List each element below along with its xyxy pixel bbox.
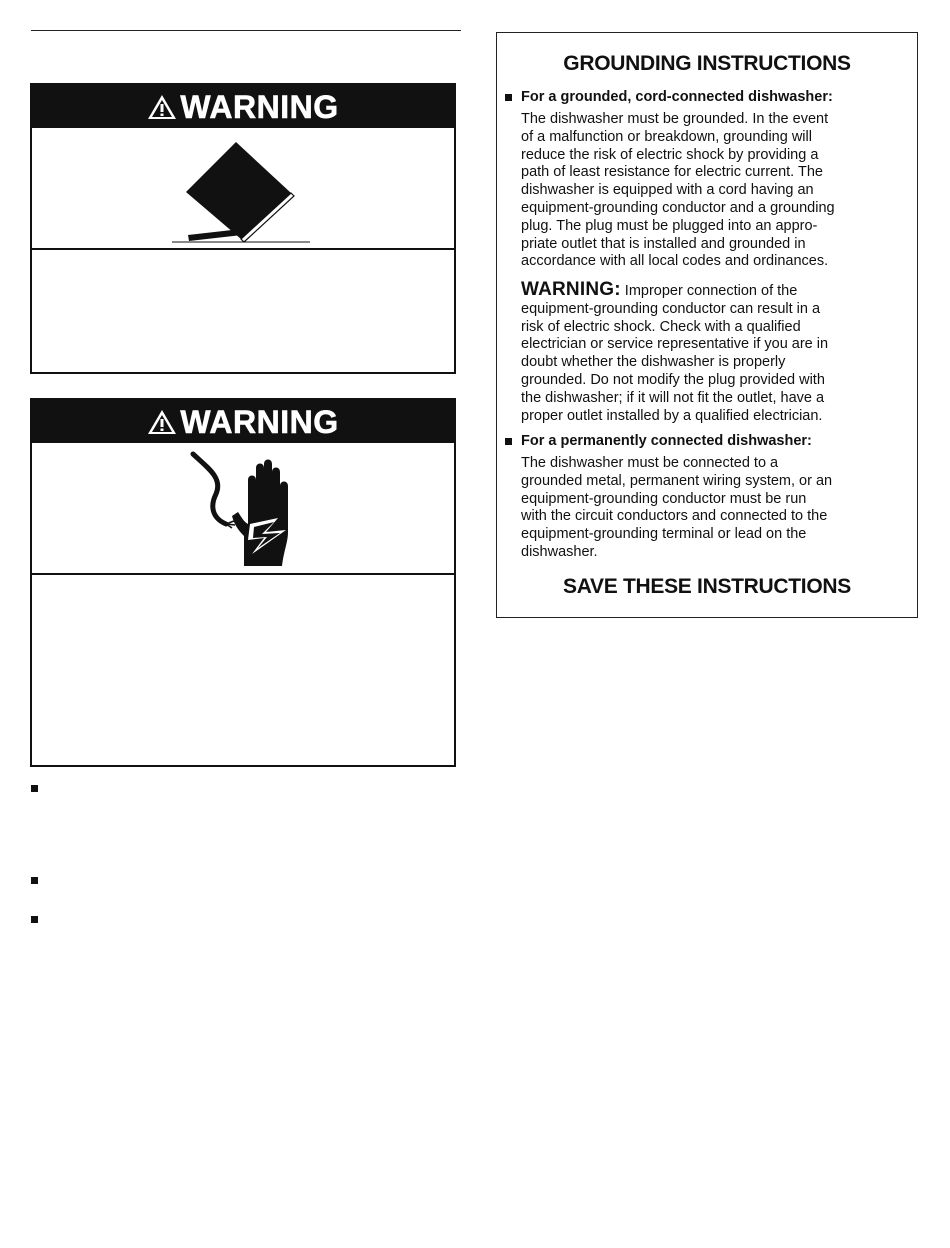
- text-line: priate outlet that is installed and grounded in: [521, 235, 806, 252]
- text-line: doubt whether the dishwasher is properly: [521, 354, 786, 371]
- warning-first-line: [521, 281, 906, 301]
- text-line: Improper connection of the: [624, 283, 798, 299]
- grounding-warning-paragraph: [521, 281, 906, 425]
- text-line: plug. The plug must be plugged into an appro-: [521, 217, 818, 234]
- warning-image-panel: [32, 443, 454, 575]
- text-line: dishwasher.: [521, 543, 598, 560]
- text-line: path of least resistance for electric current. The: [521, 164, 823, 181]
- grounding-instructions-title: GROUNDING INSTRUCTIONS: [563, 52, 851, 75]
- text-line: equipment-grounding conductor must be run: [521, 490, 807, 507]
- electric-shock-hand-icon: [178, 446, 308, 570]
- warning-header: [32, 400, 454, 443]
- warning-triangle-icon: [147, 408, 177, 436]
- text-line: with the circuit conductors and connected to the: [521, 508, 828, 525]
- permanent-connection-paragraph: [521, 455, 906, 562]
- warning-body: [32, 250, 454, 373]
- text-line: dishwasher is equipped with a cord having an: [521, 182, 814, 199]
- text-line: equipment-grounding terminal or lead on the: [521, 526, 807, 543]
- text-line: equipment-grounding conductor and a grounding: [521, 199, 835, 216]
- section-heading-text: For a grounded, cord-connected dishwasher:: [521, 89, 833, 105]
- bullet-marker: [31, 916, 38, 923]
- tip-over-warning-box: [30, 83, 456, 374]
- tip-over-icon: [168, 131, 318, 246]
- text-line: grounded metal, permanent wiring system, or an: [521, 472, 833, 489]
- bullet-marker: [31, 785, 38, 792]
- text-line: equipment-grounding conductor can result in a: [521, 300, 821, 317]
- section-heading-text: For a permanently connected dishwasher:: [521, 433, 812, 449]
- warning-header: [32, 85, 454, 128]
- text-line: the dishwasher; if it will not fit the outlet, have a: [521, 389, 825, 406]
- warning-triangle-icon: [147, 93, 177, 121]
- warning-body: [32, 575, 454, 765]
- save-instructions-footer: SAVE THESE INSTRUCTIONS: [563, 575, 851, 598]
- text-line: of a malfunction or breakdown, grounding will: [521, 128, 812, 145]
- bullet-square-icon: [505, 438, 512, 445]
- text-line: accordance with all local codes and ordinances.: [521, 253, 829, 270]
- top-rule: [31, 30, 461, 31]
- section-heading-cord-connected: [505, 89, 833, 105]
- text-line: grounded. Do not modify the plug provided with: [521, 371, 825, 388]
- text-line: risk of electric shock. Check with a qualified: [521, 318, 801, 335]
- cord-connected-paragraph: [521, 111, 906, 271]
- grounding-instructions-box: [496, 32, 918, 618]
- inline-warning-label: WARNING:: [521, 279, 621, 300]
- electric-shock-warning-box: [30, 398, 456, 767]
- section-heading-permanent: [505, 433, 812, 449]
- text-line: reduce the risk of electric shock by providing a: [521, 146, 819, 163]
- warning-title: WARNING: [180, 88, 339, 125]
- warning-image-panel: [32, 128, 454, 250]
- warning-title: WARNING: [180, 403, 339, 440]
- text-line: proper outlet installed by a qualified electrician.: [521, 407, 823, 424]
- text-line: The dishwasher must be grounded. In the event: [521, 111, 829, 127]
- bullet-marker: [31, 877, 38, 884]
- text-line: electrician or service representative if you are in: [521, 336, 829, 353]
- bullet-square-icon: [505, 94, 512, 101]
- text-line: The dishwasher must be connected to a: [521, 455, 779, 471]
